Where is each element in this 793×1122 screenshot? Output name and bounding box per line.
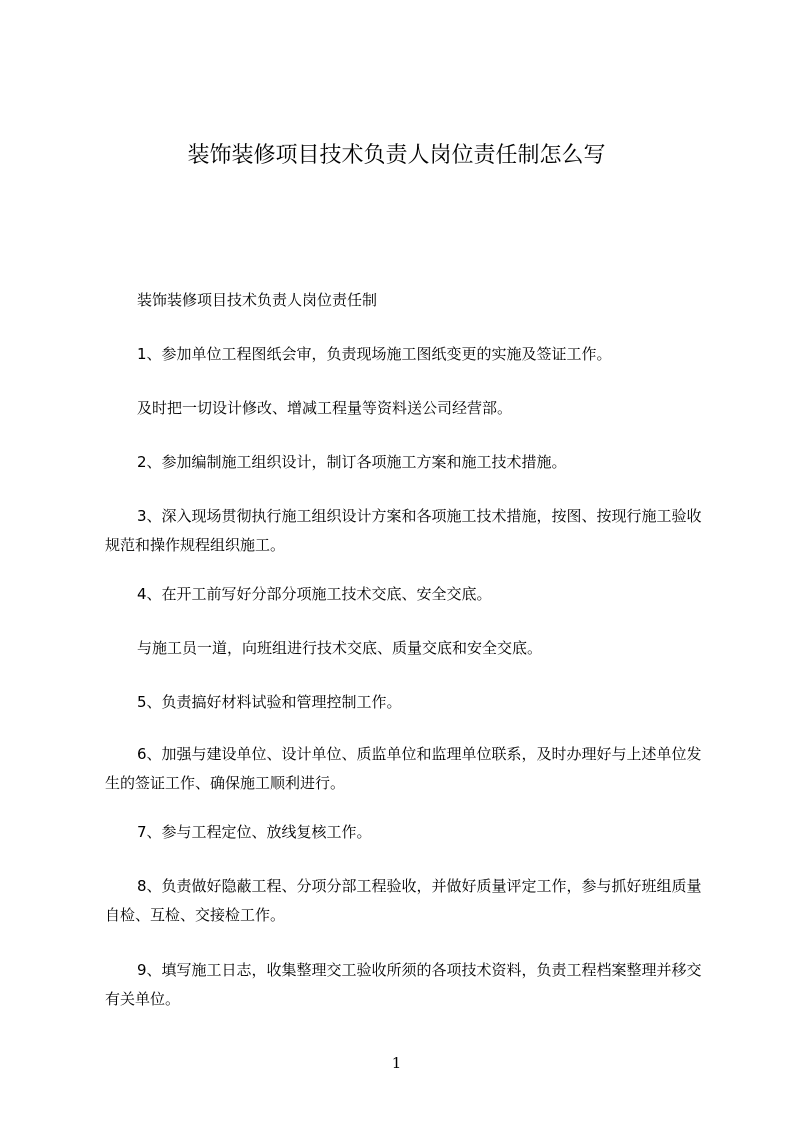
- paragraph: 及时把一切设计修改、增减工程量等资料送公司经营部。: [137, 399, 513, 417]
- paragraph: 9、填写施工日志，收集整理交工验收所须的各项技术资料，负责工程档案整理并移交有关单位。: [105, 961, 702, 1008]
- paragraph: 装饰装修项目技术负责人岗位责任制: [137, 291, 378, 309]
- paragraph: 4、在开工前写好分部分项施工技术交底、安全交底。: [137, 585, 492, 603]
- paragraph: 6、加强与建设单位、设计单位、质监单位和监理单位联系，及时办理好与上述单位发生的签证工作、确保施工顺利进行。: [105, 745, 702, 792]
- paragraph: 8、负责做好隐蔽工程、分项分部工程验收，并做好质量评定工作，参与抓好班组质量自检、互检、交接检工作。: [105, 877, 702, 924]
- page-number: 1: [391, 1054, 402, 1072]
- paragraph: 7、参与工程定位、放线复核工作。: [137, 823, 372, 841]
- paragraph: 5、负责搞好材料试验和管理控制工作。: [137, 693, 402, 711]
- paragraph: 与施工员一道，向班组进行技术交底、质量交底和安全交底。: [137, 639, 543, 657]
- document-title: 装饰装修项目技术负责人岗位责任制怎么写: [187, 143, 606, 168]
- paragraph: 1、参加单位工程图纸会审，负责现场施工图纸变更的实施及签证工作。: [137, 345, 612, 363]
- paragraph: 3、深入现场贯彻执行施工组织设计方案和各项施工技术措施，按图、按现行施工验收规范和操作规程组织施工。: [105, 507, 702, 554]
- paragraph: 2、参加编制施工组织设计，制订各项施工方案和施工技术措施。: [137, 453, 567, 471]
